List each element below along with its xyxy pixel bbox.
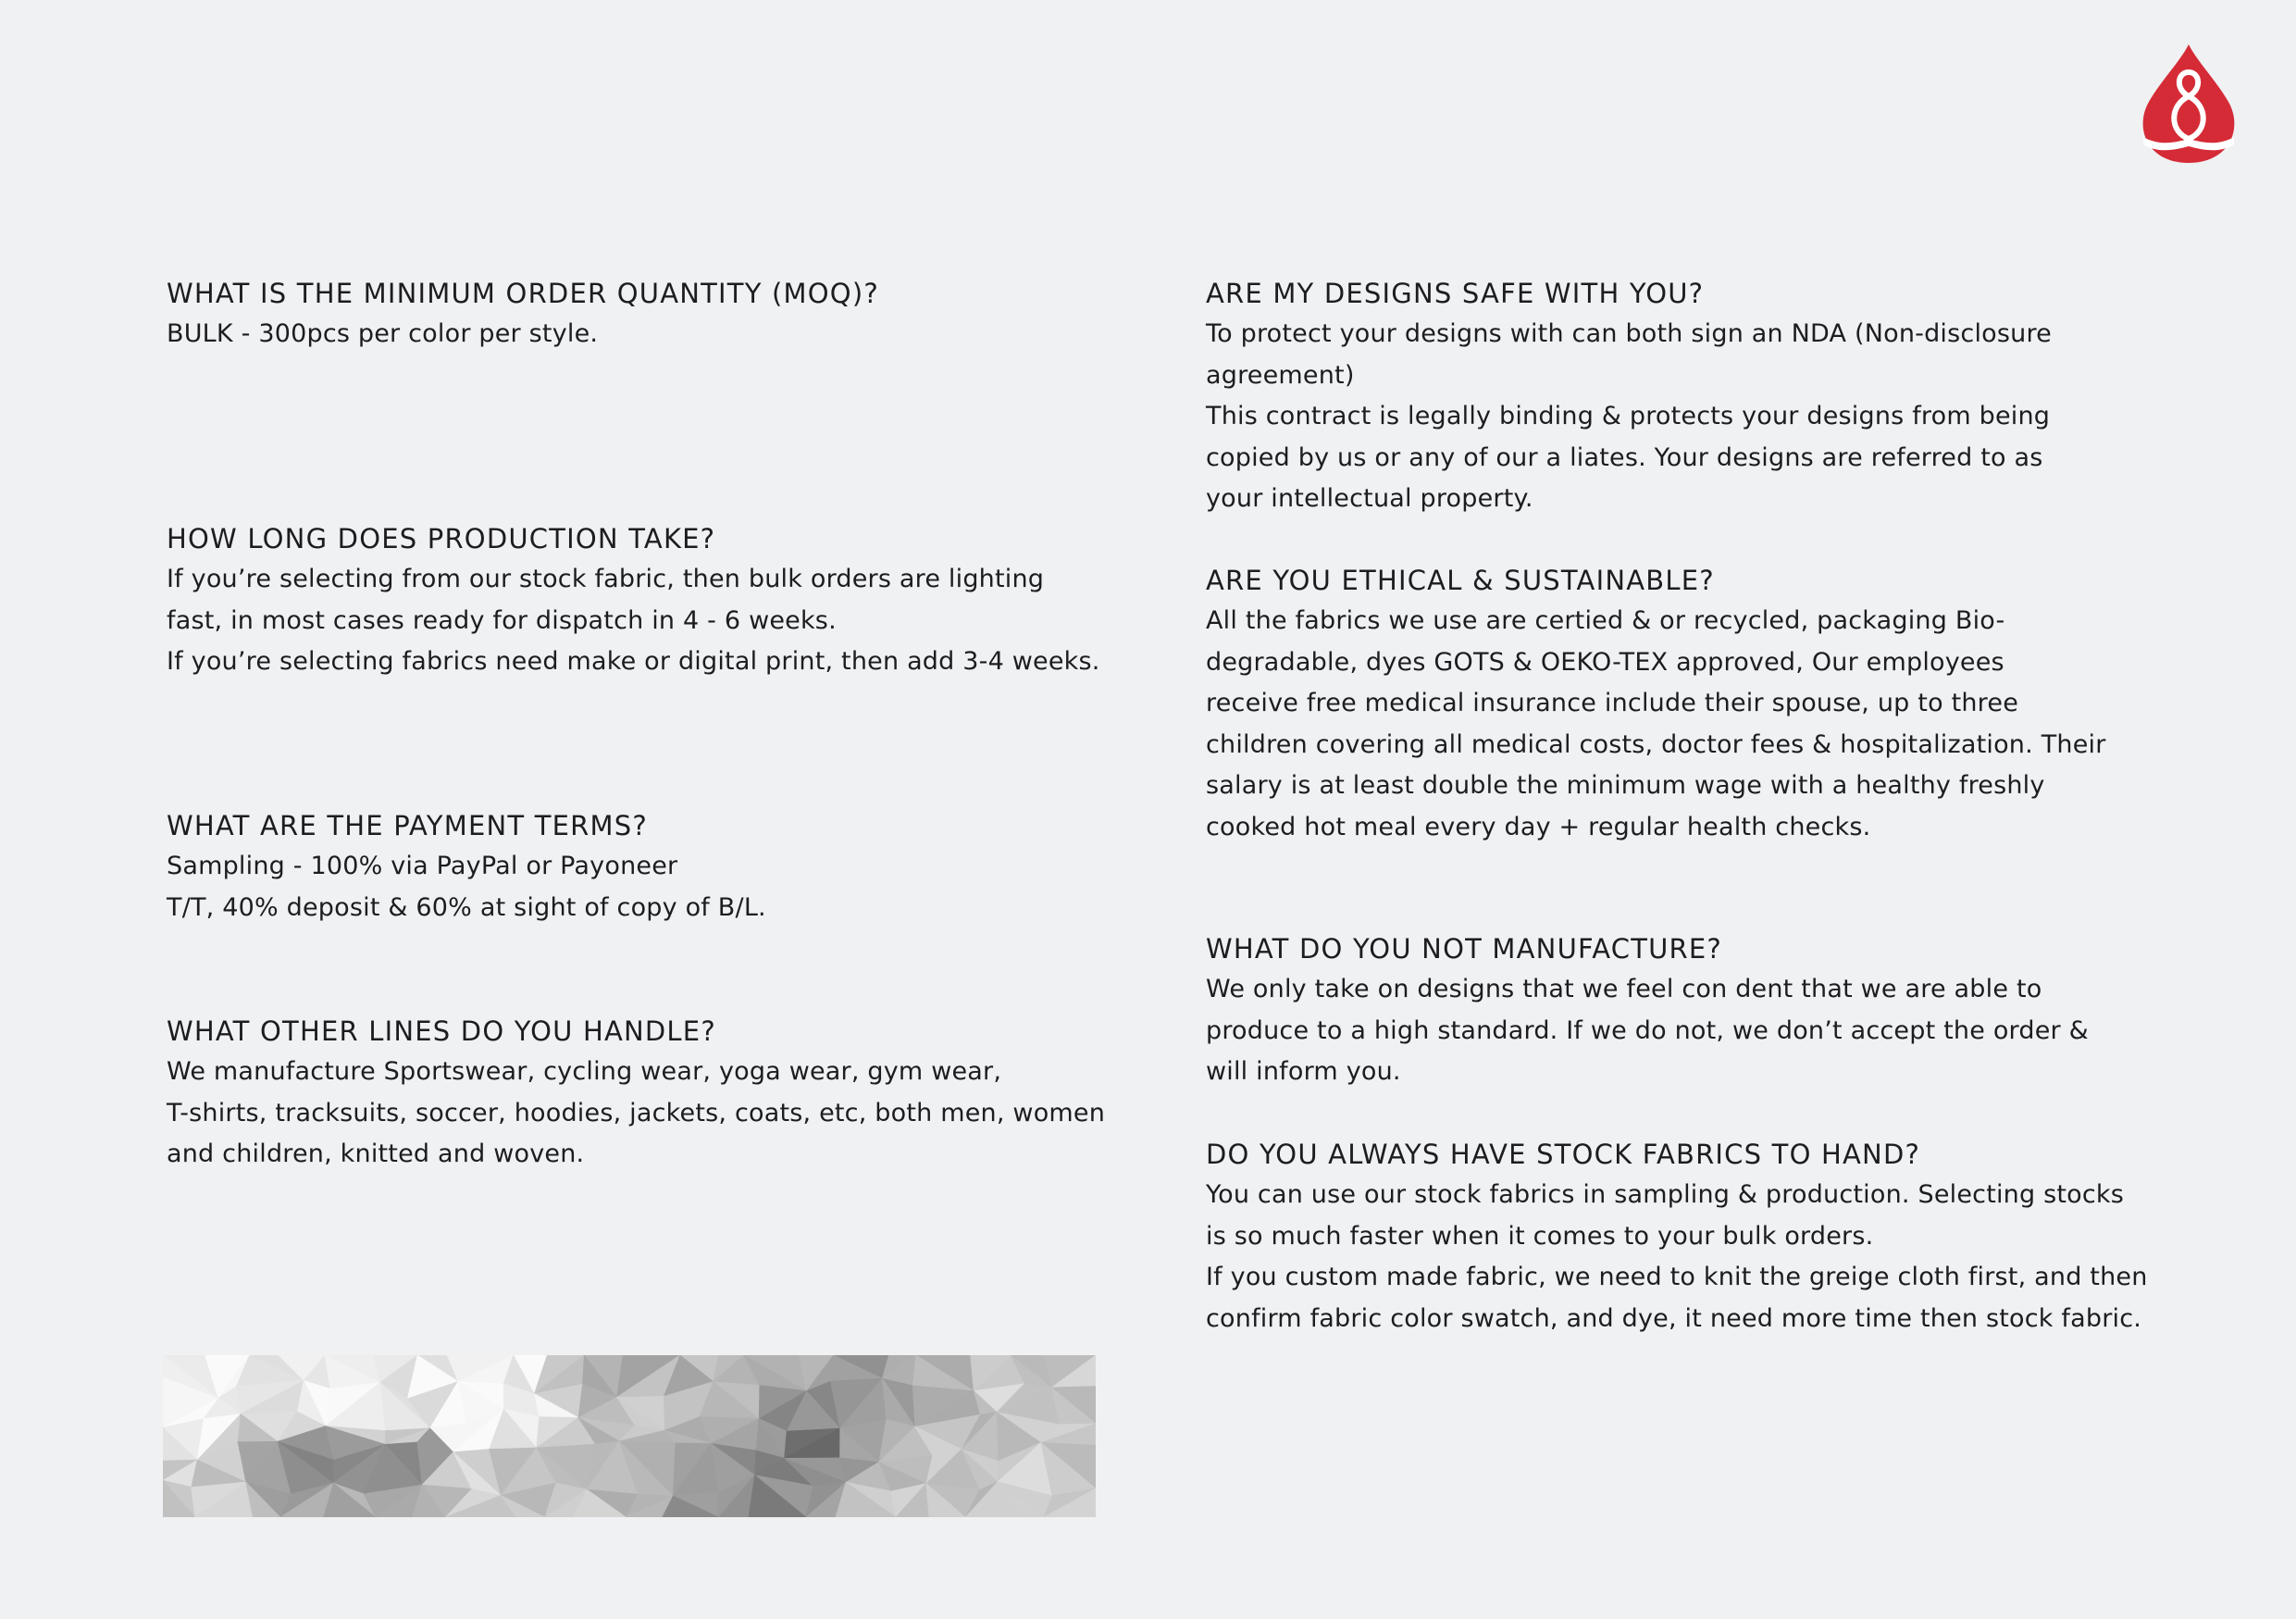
faq-answer-line: agreement) bbox=[1206, 360, 1355, 390]
faq-other-lines bbox=[167, 1011, 1111, 1176]
faq-answer-line: will inform you. bbox=[1206, 1057, 1401, 1086]
faq-answer-line: and children, knitted and woven. bbox=[167, 1140, 585, 1168]
faq-stock-fabrics bbox=[1206, 1134, 2168, 1339]
faq-answer-line: cooked hot meal every day + regular health checks. bbox=[1206, 812, 1871, 841]
faq-answer-line: Sampling - 100% via PayPal or Payoneer bbox=[167, 852, 678, 880]
faq-answer-line: fast, in most cases ready for dispatch in 4 - 6 weeks. bbox=[167, 605, 837, 635]
faq-answer-line: produce to a high standard. If we do not, we don’t accept the order & bbox=[1206, 1015, 2089, 1045]
faq-answer-line: T-shirts, tracksuits, soccer, hoodies, jackets, coats, etc, both men, women bbox=[167, 1098, 1106, 1127]
faq-question: WHAT OTHER LINES DO YOU HANDLE? bbox=[167, 1015, 716, 1047]
faq-question: WHAT IS THE MINIMUM ORDER QUANTITY (MOQ)? bbox=[167, 278, 879, 309]
faq-answer-line: We only take on designs that we feel con dent that we are able to bbox=[1206, 975, 2042, 1003]
faq-ethical-sustainable bbox=[1206, 560, 2168, 848]
faq-answer-line: salary is at least double the minimum wage with a healthy freshly bbox=[1206, 771, 2045, 800]
faq-answer-line: is so much faster when it comes to your bulk orders. bbox=[1206, 1221, 1874, 1251]
faq-answer-line: confirm fabric color swatch, and dye, it need more time then stock fabric. bbox=[1206, 1303, 2142, 1333]
faq-answer-line: children covering all medical costs, doctor fees & hospitalization. Their bbox=[1206, 729, 2106, 759]
faq-answer-line: BULK - 300pcs per color per style. bbox=[167, 319, 599, 348]
drop-logo-icon bbox=[2138, 41, 2240, 170]
faq-answer-line: copied by us or any of our a liates. Your designs are referred to as bbox=[1206, 442, 2043, 472]
lowpoly-pattern bbox=[163, 1355, 1096, 1517]
faq-answer-line: T/T, 40% deposit & 60% at sight of copy of B/L. bbox=[167, 892, 766, 922]
faq-question: HOW LONG DOES PRODUCTION TAKE? bbox=[167, 523, 716, 554]
faq-answer-line: If you custom made fabric, we need to knit the greige cloth first, and then bbox=[1206, 1263, 2148, 1291]
faq-answer-line: All the fabrics we use are certied & or recycled, packaging Bio- bbox=[1206, 606, 2005, 635]
faq-answer-line: To protect your designs with can both sign an NDA (Non-disclosure bbox=[1206, 319, 2052, 348]
faq-answer-line: If you’re selecting fabrics need make or digital print, then add 3-4 weeks. bbox=[167, 647, 1100, 676]
faq-question: DO YOU ALWAYS HAVE STOCK FABRICS TO HAND? bbox=[1206, 1139, 1921, 1170]
faq-moq bbox=[167, 273, 1111, 355]
faq-question: WHAT ARE THE PAYMENT TERMS? bbox=[167, 810, 648, 841]
faq-production-time bbox=[167, 518, 1111, 683]
faq-answer-line: This contract is legally binding & protects your designs from being bbox=[1206, 402, 2051, 430]
decorative-lowpoly-banner bbox=[163, 1355, 1096, 1517]
faq-answer-line: You can use our stock fabrics in sampling & production. Selecting stocks bbox=[1206, 1180, 2125, 1209]
faq-not-manufacture bbox=[1206, 928, 2168, 1093]
faq-answer-line: degradable, dyes GOTS & OEKO-TEX approved, Our employees bbox=[1206, 647, 2004, 677]
faq-design-safety bbox=[1206, 273, 2168, 520]
faq-question: ARE MY DESIGNS SAFE WITH YOU? bbox=[1206, 278, 1705, 309]
faq-answer-line: your intellectual property. bbox=[1206, 484, 1533, 513]
faq-answer-line: If you’re selecting from our stock fabric, then bulk orders are lighting bbox=[167, 565, 1045, 593]
faq-question: WHAT DO YOU NOT MANUFACTURE? bbox=[1206, 933, 1723, 965]
faq-answer-line: We manufacture Sportswear, cycling wear, yoga wear, gym wear, bbox=[167, 1057, 1002, 1086]
faq-question: ARE YOU ETHICAL & SUSTAINABLE? bbox=[1206, 565, 1715, 596]
faq-answer-line: receive free medical insurance include their spouse, up to three bbox=[1206, 689, 2019, 717]
faq-payment-terms bbox=[167, 805, 1111, 928]
